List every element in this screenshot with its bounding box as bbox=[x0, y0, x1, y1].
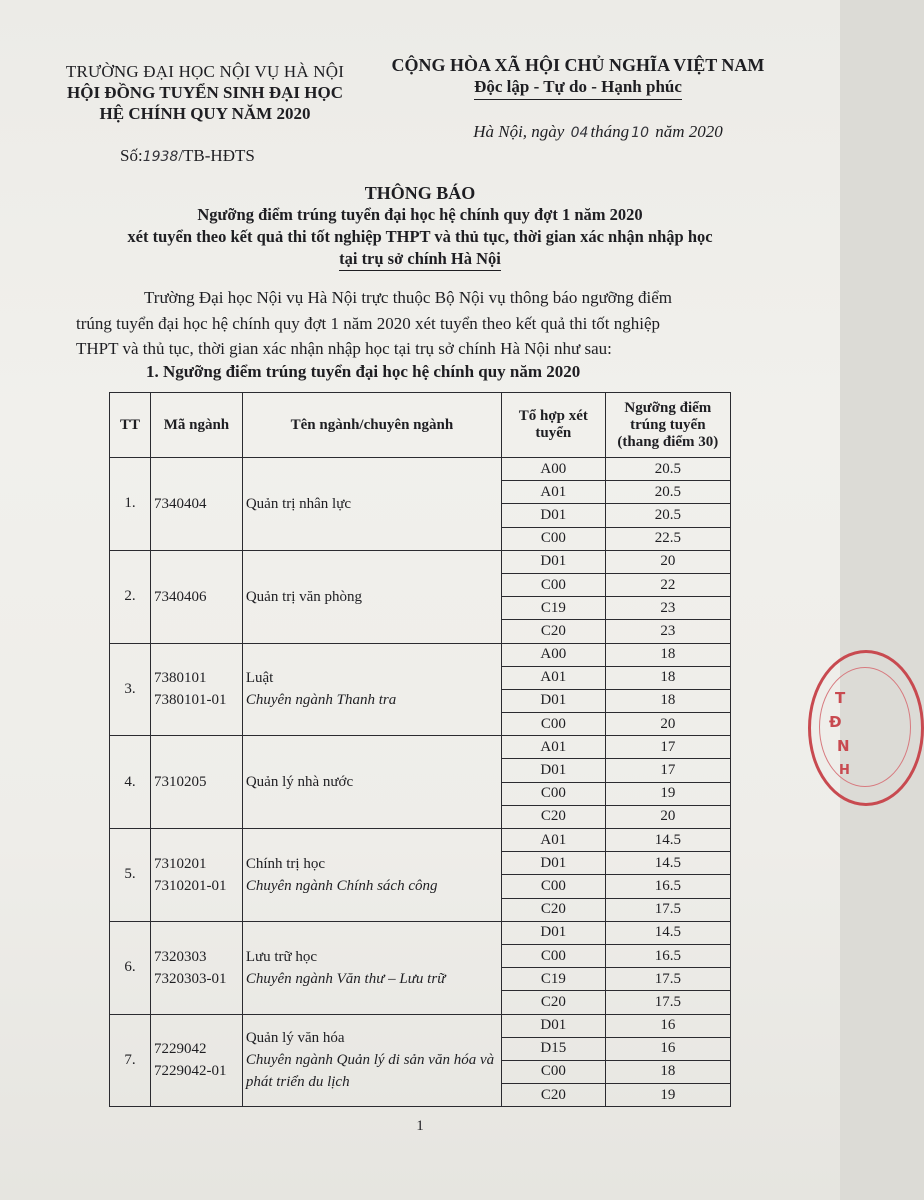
page-number: 1 bbox=[416, 1118, 424, 1134]
row-to-hop: C00 bbox=[502, 1060, 606, 1083]
row-nguong-diem: 23 bbox=[605, 597, 730, 620]
row-to-hop: A01 bbox=[502, 666, 606, 689]
row-ma-nganh: 7229042 7229042-01 bbox=[151, 1014, 243, 1107]
row-ten-nganh: Quản lý nhà nước bbox=[242, 736, 501, 829]
row-chuyen-nganh: Chuyên ngành Thanh tra bbox=[245, 692, 397, 709]
row-to-hop: C20 bbox=[502, 805, 606, 828]
title-line-1: THÔNG BÁO bbox=[364, 183, 476, 203]
title-line-3: xét tuyển theo kết quả thi tốt nghiệp THPT và thủ tục, thời gian xác nhận nhập học bbox=[127, 227, 713, 246]
row-to-hop: C00 bbox=[502, 944, 606, 967]
row-to-hop: A01 bbox=[502, 829, 606, 852]
row-ma-nganh: 7340406 bbox=[151, 550, 243, 643]
table-row bbox=[110, 550, 731, 573]
header-to-hop: Tổ hợp xét tuyển bbox=[502, 393, 606, 458]
row-to-hop: C00 bbox=[502, 527, 606, 550]
country-name: CỘNG HÒA XÃ HỘI CHỦ NGHĨA VIỆT NAM bbox=[391, 55, 765, 75]
row-nguong-diem: 20.5 bbox=[605, 481, 730, 504]
row-chuyen-nganh: Chuyên ngành Quản lý di sản văn hóa và phát triển du lịch bbox=[245, 1052, 495, 1091]
red-seal-stamp: T Đ N H bbox=[808, 650, 924, 806]
row-ten-nganh: Quản lý văn hóa Chuyên ngành Quản lý di sản văn hóa và phát triển du lịch bbox=[242, 1014, 501, 1107]
table-row bbox=[110, 1014, 731, 1037]
row-nguong-diem: 23 bbox=[605, 620, 730, 643]
handwritten-number: 1938 bbox=[142, 149, 179, 165]
intro-paragraph: Trường Đại học Nội vụ Hà Nội trực thuộc Bộ Nội vụ thông báo ngưỡng điểm trúng tuyển đại học hệ chính quy đợt 1 năm 2020 xét tuyển theo kết quả thi tốt nghiệp THPT và thủ tục, thời gian xác nhận nhập học tại trụ sở chính Hà Nội như sau: bbox=[76, 288, 673, 358]
row-tt: 1. bbox=[110, 458, 151, 551]
row-nguong-diem: 16.5 bbox=[605, 875, 730, 898]
notice-title bbox=[40, 182, 800, 271]
council-name: HỘI ĐỒNG TUYỂN SINH ĐẠI HỌC bbox=[67, 83, 343, 102]
row-ma-nganh: 7310201 7310201-01 bbox=[151, 829, 243, 922]
row-nguong-diem: 16 bbox=[605, 1037, 730, 1060]
row-to-hop: D01 bbox=[502, 550, 606, 573]
row-chuyen-nganh: Chuyên ngành Chính sách công bbox=[245, 877, 438, 894]
row-nguong-diem: 20 bbox=[605, 550, 730, 573]
row-to-hop: C19 bbox=[502, 597, 606, 620]
row-to-hop: D01 bbox=[502, 759, 606, 782]
row-nguong-diem: 20 bbox=[605, 713, 730, 736]
handwritten-month: 10 bbox=[631, 125, 649, 141]
row-to-hop: D01 bbox=[502, 504, 606, 527]
row-nguong-diem: 20 bbox=[605, 805, 730, 828]
row-to-hop: C20 bbox=[502, 991, 606, 1014]
table-row bbox=[110, 736, 731, 759]
row-nguong-diem: 18 bbox=[605, 666, 730, 689]
row-ten-nganh: Luật Chuyên ngành Thanh tra bbox=[242, 643, 501, 736]
row-ma-nganh: 7320303 7320303-01 bbox=[151, 921, 243, 1014]
row-nguong-diem: 22 bbox=[605, 573, 730, 596]
row-tt: 7. bbox=[110, 1014, 151, 1107]
row-nguong-diem: 18 bbox=[605, 1060, 730, 1083]
row-to-hop: D01 bbox=[502, 852, 606, 875]
header-tt: TT bbox=[110, 393, 151, 458]
row-ten-nganh: Lưu trữ học Chuyên ngành Văn thư – Lưu trữ bbox=[242, 921, 501, 1014]
row-to-hop: D01 bbox=[502, 921, 606, 944]
row-to-hop: C20 bbox=[502, 1084, 606, 1107]
row-nguong-diem: 18 bbox=[605, 689, 730, 712]
row-tt: 2. bbox=[110, 550, 151, 643]
table-row bbox=[110, 458, 731, 481]
row-to-hop: D01 bbox=[502, 1014, 606, 1037]
issue-date: Hà Nội, ngày 04 tháng 10 năm 2020 bbox=[473, 122, 723, 141]
row-ma-nganh: 7380101 7380101-01 bbox=[151, 643, 243, 736]
issuer-header bbox=[40, 62, 370, 166]
title-line-4: tại trụ sở chính Hà Nội bbox=[339, 248, 501, 271]
row-to-hop: C00 bbox=[502, 573, 606, 596]
row-to-hop: C00 bbox=[502, 782, 606, 805]
row-to-hop: D01 bbox=[502, 689, 606, 712]
row-to-hop: D15 bbox=[502, 1037, 606, 1060]
header-ten-nganh: Tên ngành/chuyên ngành bbox=[242, 393, 501, 458]
row-to-hop: C20 bbox=[502, 898, 606, 921]
score-table bbox=[109, 392, 731, 1107]
row-to-hop: C19 bbox=[502, 968, 606, 991]
row-ten-nganh: Chính trị học Chuyên ngành Chính sách công bbox=[242, 829, 501, 922]
row-nguong-diem: 16.5 bbox=[605, 944, 730, 967]
row-nguong-diem: 18 bbox=[605, 643, 730, 666]
row-nguong-diem: 20.5 bbox=[605, 504, 730, 527]
row-nguong-diem: 17 bbox=[605, 736, 730, 759]
row-tt: 6. bbox=[110, 921, 151, 1014]
row-ma-nganh: 7310205 bbox=[151, 736, 243, 829]
row-to-hop: A01 bbox=[502, 481, 606, 504]
section-heading: 1. Ngưỡng điểm trúng tuyển đại học hệ chính quy năm 2020 bbox=[146, 362, 581, 381]
row-to-hop: C00 bbox=[502, 875, 606, 898]
table-row bbox=[110, 643, 731, 666]
row-to-hop: A00 bbox=[502, 643, 606, 666]
row-to-hop: A01 bbox=[502, 736, 606, 759]
row-nguong-diem: 14.5 bbox=[605, 852, 730, 875]
national-header bbox=[378, 54, 778, 142]
row-chuyen-nganh: Chuyên ngành Văn thư – Lưu trữ bbox=[245, 970, 446, 987]
row-ma-nganh: 7340404 bbox=[151, 458, 243, 551]
row-tt: 4. bbox=[110, 736, 151, 829]
row-nguong-diem: 17.5 bbox=[605, 968, 730, 991]
row-nguong-diem: 20.5 bbox=[605, 458, 730, 481]
handwritten-day: 04 bbox=[570, 125, 589, 141]
table-row bbox=[110, 921, 731, 944]
row-ten-nganh: Quản trị nhân lực bbox=[242, 458, 501, 551]
table-row bbox=[110, 829, 731, 852]
row-nguong-diem: 17.5 bbox=[605, 898, 730, 921]
council-year: HỆ CHÍNH QUY NĂM 2020 bbox=[99, 104, 311, 123]
row-nguong-diem: 17.5 bbox=[605, 991, 730, 1014]
row-nguong-diem: 22.5 bbox=[605, 527, 730, 550]
document-number: Số:1938/TB-HĐTS bbox=[120, 146, 255, 165]
row-to-hop: C00 bbox=[502, 713, 606, 736]
row-nguong-diem: 14.5 bbox=[605, 921, 730, 944]
header-ma-nganh: Mã ngành bbox=[151, 393, 243, 458]
header-nguong-diem: Ngưỡng điểm trúng tuyển (thang điểm 30) bbox=[605, 393, 730, 458]
table-header-row bbox=[110, 393, 731, 458]
row-nguong-diem: 19 bbox=[605, 1084, 730, 1107]
row-to-hop: A00 bbox=[502, 458, 606, 481]
row-nguong-diem: 16 bbox=[605, 1014, 730, 1037]
row-ten-nganh: Quản trị văn phòng bbox=[242, 550, 501, 643]
university-name: TRƯỜNG ĐẠI HỌC NỘI VỤ HÀ NỘI bbox=[65, 62, 345, 81]
title-line-2: Ngưỡng điểm trúng tuyển đại học hệ chính quy đợt 1 năm 2020 bbox=[197, 205, 643, 224]
row-nguong-diem: 14.5 bbox=[605, 829, 730, 852]
row-tt: 5. bbox=[110, 829, 151, 922]
row-nguong-diem: 19 bbox=[605, 782, 730, 805]
row-to-hop: C20 bbox=[502, 620, 606, 643]
row-tt: 3. bbox=[110, 643, 151, 736]
motto: Độc lập - Tự do - Hạnh phúc bbox=[474, 76, 682, 100]
row-nguong-diem: 17 bbox=[605, 759, 730, 782]
